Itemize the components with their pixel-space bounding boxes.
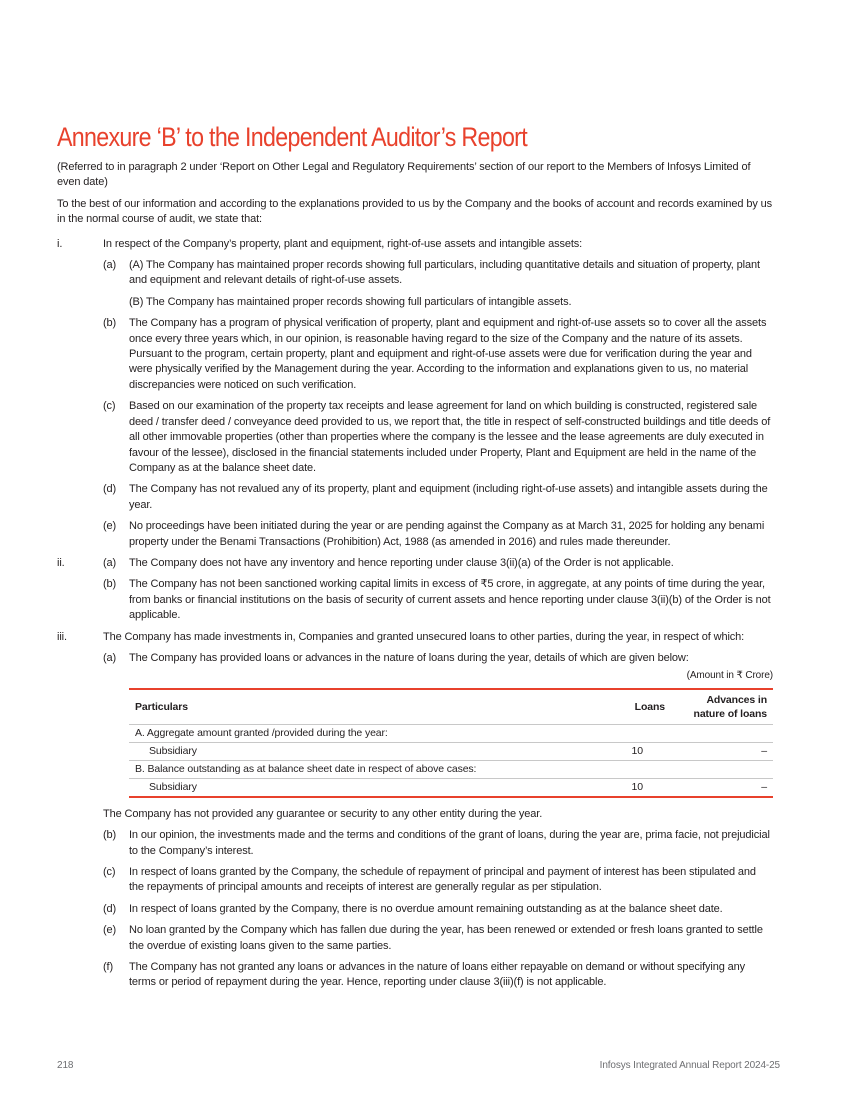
clause-iii: iii. The Company has made investments in, Companies and granted unsecured loans to other parties, during the year, in respect of which: (a) The Company has provided loans or advances in the nature of loans during the year, details of which are given below: (Amount in ₹ Crore) Particulars Loans Advances in nature of loans A. Aggregate amount granted /provided during the year: Subsidiary 10 – B. Balance outstanding as at balance sheet date in respect of above cases: Subsidiary 10 – The Company has not provided any guarantee or security to any other entity during the year. (b) In our opinion, the investments made and the terms and conditions of the grant of loans, during the year are, prima facie, not prejudicial to the Company’s interest. (c) In respect of loans granted by the Company, the schedule of repayment of principal and payment of interest has been stipulated and the repayments of principal amounts and receipts of interest are generally regular as per stipulation. (d) In respect of loans granted by the Company, there is no overdue amount remaining outstanding as at the balance sheet date. (e) No loan granted by the Company which has fallen due during the year, has been renewed or extended or fresh loans granted to settle the overdue of existing loans given to the same parties. (f) The Company has not granted any loans or advances in the nature of loans either repayable on demand or without specifying any terms or period of repayment during the year. Hence, reporting under clause 3(iii)(f) is not applicable. — [57, 630, 773, 989]
intro-statement: To the best of our information and according to the explanations provided to us by the Company and the books of account and records examined by us in the normal course of audit, we state that: — [57, 197, 773, 226]
table-row: Subsidiary 10 – — [129, 742, 773, 760]
intro-reference: (Referred to in paragraph 2 under ‘Report on Other Legal and Regulatory Requirements’ section of our report to the Members of Infosys Limited of even date) — [57, 161, 751, 189]
clause-i: i. In respect of the Company’s property, plant and equipment, right-of-use assets and intangible assets: (a) (A) The Company has maintained proper records showing full particulars, including quantitative details and situation of property, plant and equipment and relevant details of right-of-use assets. (B) The Company has maintained proper records showing full particulars of intangible assets. (b) The Company has a program of physical verification of property, plant and equipment and right-of-use assets so to cover all the assets once every three years which, in our opinion, is reasonable having regard to the size of the Company and the nature of its assets. Pursuant to the program, certain property, plant and equipment and right-of-use assets were due for verification during the year and were physically verified by the Management during the year. According to the information and explanations given to us, no material discrepancies were noticed on such verification. (c) Based on our examination of the property tax receipts and lease agreement for land on which building is constructed, registered sale deed / transfer deed / conveyance deed provided to us, we report that, the title in respect of self-constructed buildings and title deeds of all other immovable properties (other than properties where the company is the lessee and the lease agreements are duly executed in favour of the lessee), disclosed in the financial statements included under Property, Plant and Equipment are held in the name of the Company as at the balance sheet date. (d) The Company has not revalued any of its property, plant and equipment (including right-of-use assets) and intangible assets during the year. (e) No proceedings have been initiated during the year or are pending against the Company as at March 31, 2025 for holding any benami property under the Benami Transactions (Prohibition) Act, 1988 (as amended in 2016) and rules made thereunder. — [57, 237, 771, 548]
loans-table: Particulars Loans Advances in nature of loans A. Aggregate amount granted /provided during the year: Subsidiary 10 – B. Balance outstanding as at balance sheet date in respect of above cases: Subsidiary 10 – — [129, 688, 773, 798]
page-number: 218 — [57, 1060, 74, 1071]
table-row: A. Aggregate amount granted /provided during the year: — [129, 724, 773, 742]
page-footer — [57, 1058, 780, 1073]
amount-unit-note: (Amount in ₹ Crore) — [686, 670, 773, 682]
table-row: Subsidiary 10 – — [129, 778, 773, 797]
page-title: Annexure ‘B’ to the Independent Auditor’s Report — [57, 122, 528, 152]
document-page — [57, 120, 773, 1003]
clause-ii: ii. (a) The Company does not have any inventory and hence reporting under clause 3(ii)(a) of the Order is not applicable. (b) The Company has not been sanctioned working capital limits in excess of ₹5 crore, in aggregate, at any points of time during the year, from banks or financial institutions on the basis of security of current assets and hence reporting under clause 3(ii)(b) of the Order is not applicable. — [57, 556, 771, 622]
report-name: Infosys Integrated Annual Report 2024-25 — [599, 1060, 780, 1071]
table-row: B. Balance outstanding as at balance sheet date in respect of above cases: — [129, 760, 773, 778]
